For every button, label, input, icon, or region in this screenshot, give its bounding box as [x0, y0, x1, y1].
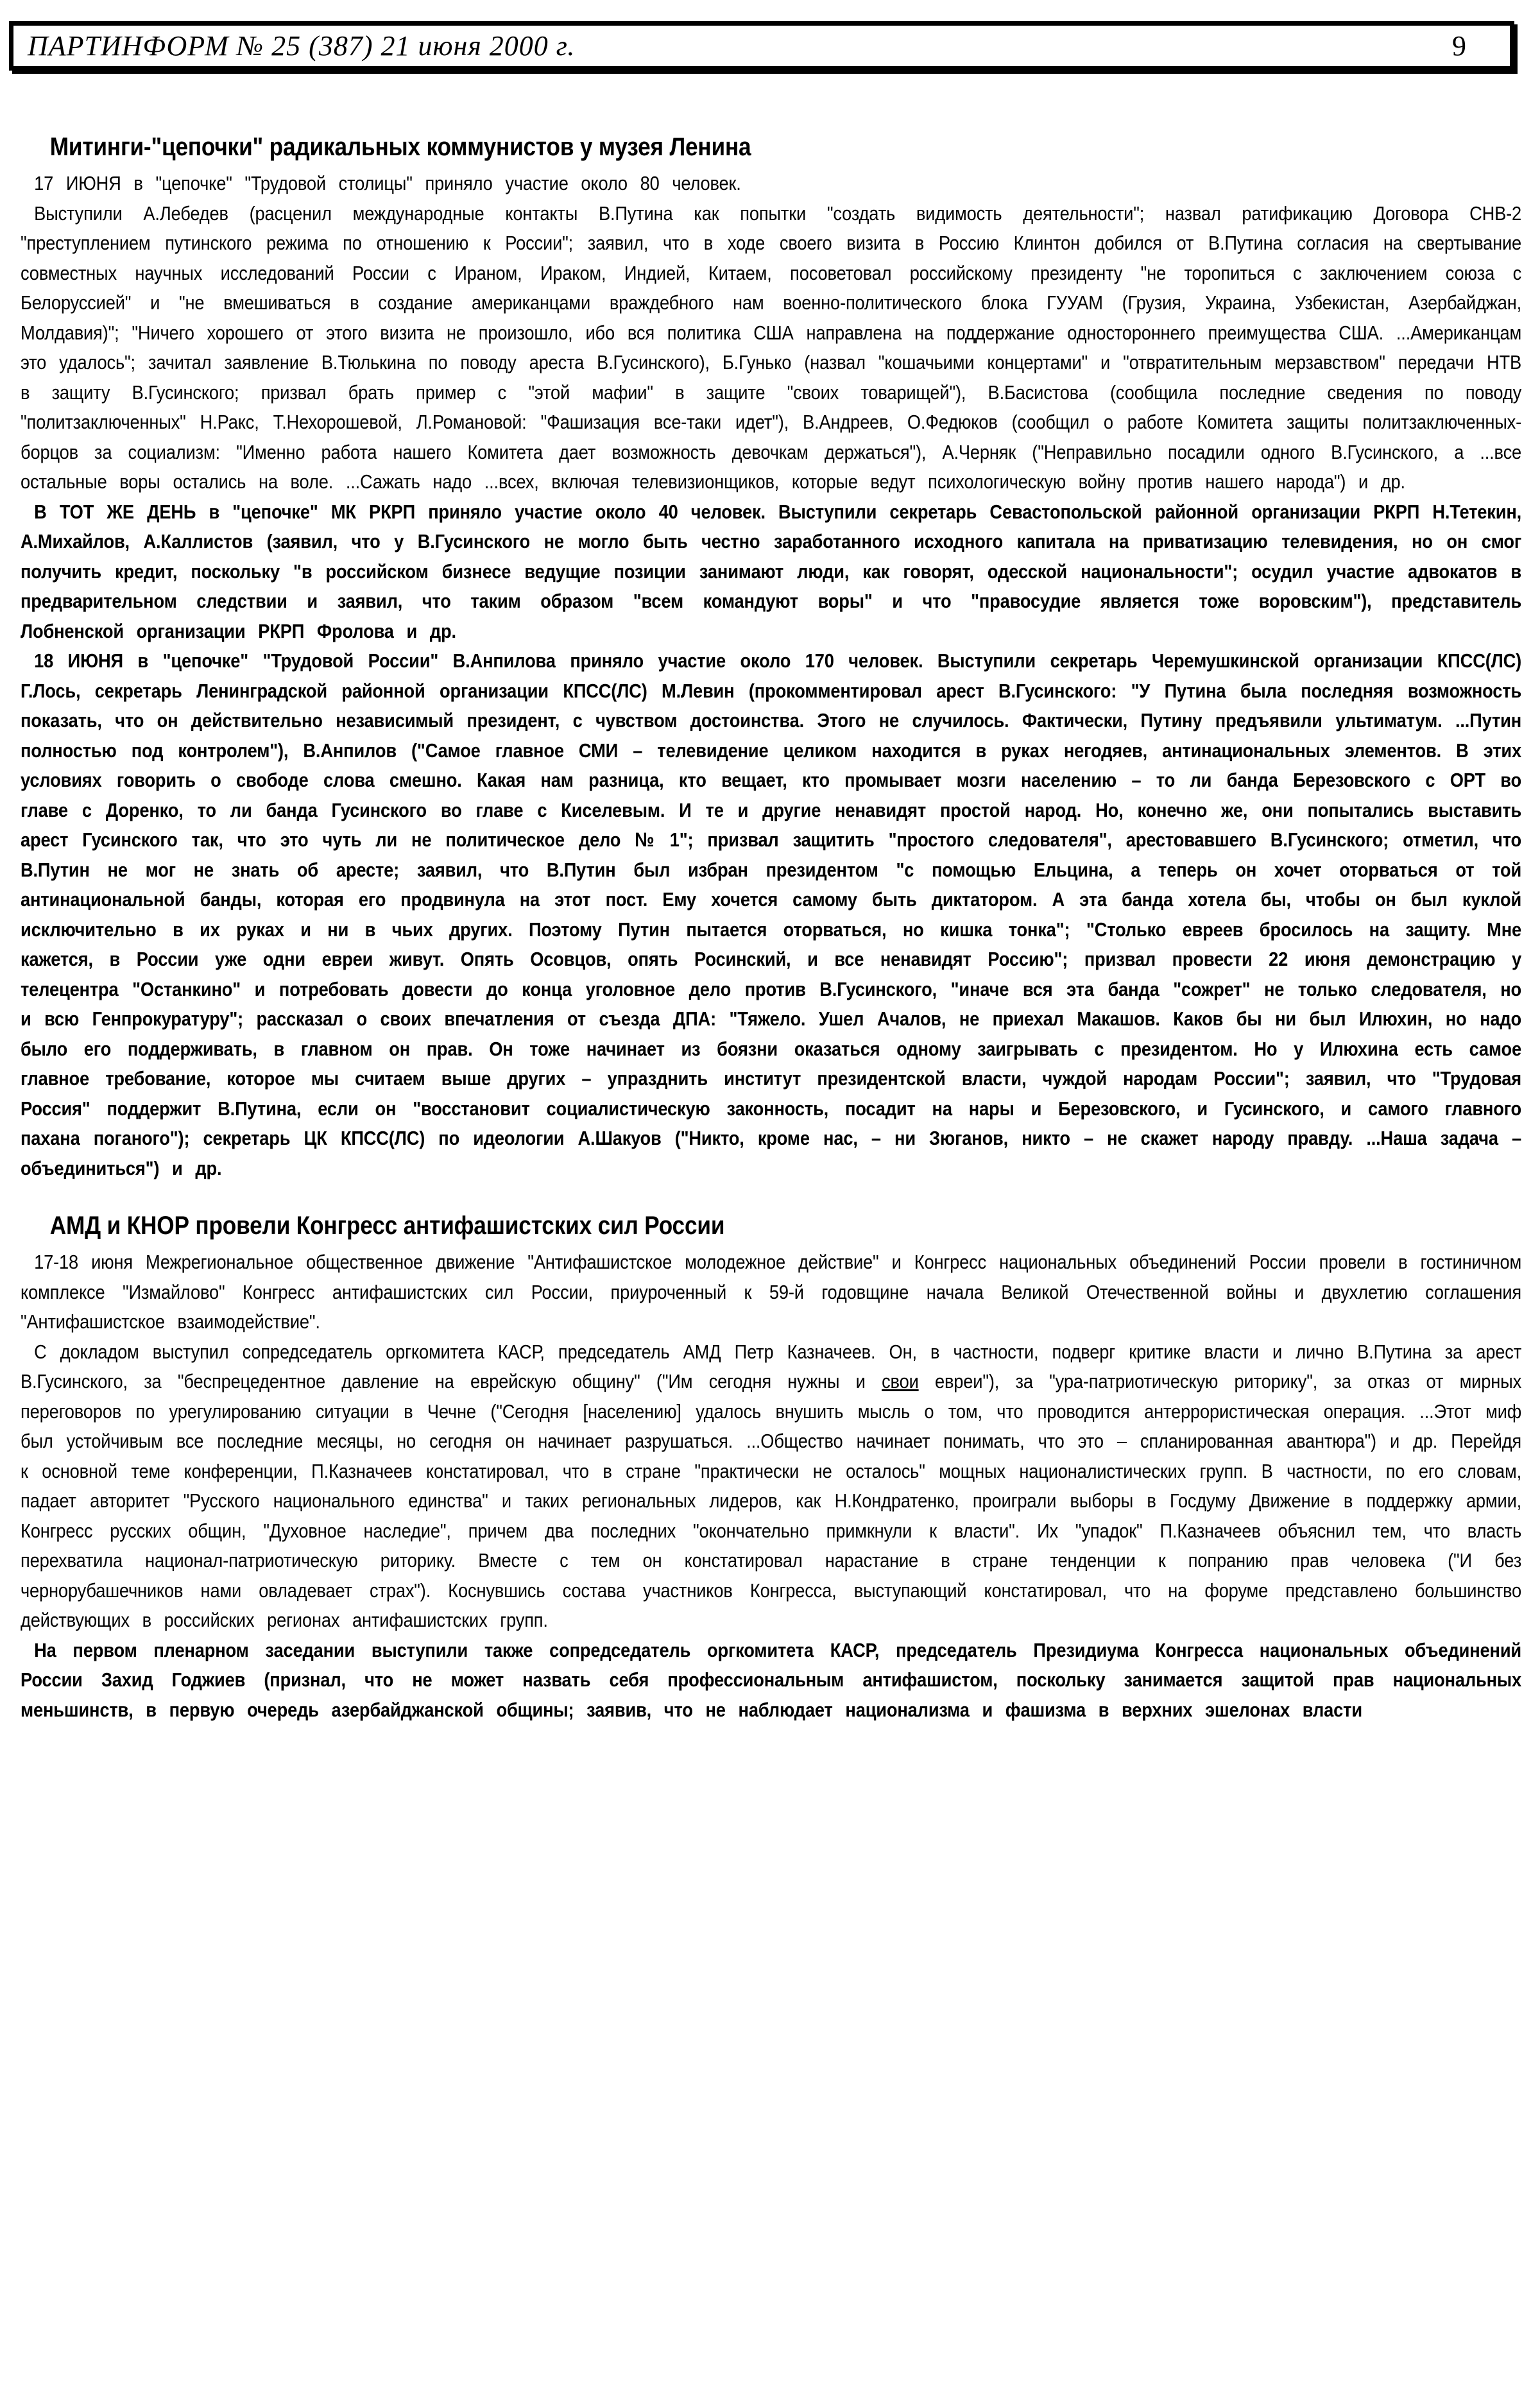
page-number: 9 [1452, 30, 1466, 62]
article-paragraphs [21, 169, 1521, 1183]
paragraph: С докладом выступил сопредседатель оргкомитета КАСР, председатель АМД Петр Казначеев. Он, в частности, подверг критике власти и лично В.Путина за арест В.Гусинского, за "беспрецедентное давление на еврейскую общину" ("Им сегодня нужны и свои евреи"), за "ура-патриотическую риторику", за отказ от мирных переговоров по урегулированию ситуации в Чечне ("Сегодня [населению] удалось внушить мысль о том, что проводится антеррористическая операция. ...Этот миф был устойчивым все последние месяцы, но сегодня он начинает разрушаться. ...Общество начинает понимать, что это – спланированная авантюра") и др. Перейдя к основной теме конференции, П.Казначеев констатировал, что в стране "практически не осталось" мощных националистических групп. В частности, по его словам, падает авторитет "Русского национального единства" и таких региональных лидеров, как Н.Кондратенко, проиграли выборы в Госдуму Движение в поддержку армии, Конгресс русских общин, "Духовное наследие", причем два последних "окончательно примкнули к власти". Их "упадок" П.Казначеев объяснил тем, что власть перехватила национал-патриотическую риторику. Вместе с тем он констатировал нарастание в стране тенденции к попранию прав человека ("И без чернорубашечников нами овладевает страх"). Коснувшись состава участников Конгресса, выступающий констатировал, что на форуме представлено большинство действующих в российских регионах антифашистских групп. [21, 1340, 1522, 1631]
paragraph: 17-18 июня Межрегиональное общественное движение "Антифашистское молодежное действие" и Конгресс национальных объединений России провели в гостиничном комплексе "Измайлово" Конгресс антифашистских сил России, приуроченный к 59-й годовщине начала Великой Отечественной войны и двухлетию соглашения "Антифашистское взаимодействие". [21, 1251, 1522, 1333]
page-content [21, 132, 1521, 1725]
paragraph: На первом пленарном заседании выступили также сопредседатель оргкомитета КАСР, председатель Президиума Конгресса национальных объединений России Захид Годжиев (признал, что не может назвать себя профессиональным антифашистом, поскольку занимается защитой прав национальных меньшинств, в первую очередь азербайджанской общины; заявив, что не наблюдает национализма и фашизма в верхних эшелонах власти [21, 1638, 1522, 1721]
article-antifascist-congress [21, 1210, 1521, 1725]
article-title: Митинги-"цепочки" радикальных коммунистов у музея Ленина [49, 133, 751, 161]
article-rally-chains [21, 132, 1521, 1183]
article-paragraphs [21, 1247, 1521, 1725]
issue-title: ПАРТИНФОРМ № 25 (387) 21 июня 2000 г. [28, 30, 576, 62]
paragraph: Выступили А.Лебедев (расценил международные контакты В.Путина как попытки "создать видимость деятельности"; назвал ратификацию Договора СНВ-2 "преступлением путинского режима по отношению к России"; заявил, что в ходе своего визита в Россию Клинтон добился от В.Путина согласия на свертывание совместных научных исследований России с Ираном, Ираком, Индией, Китаем, посоветовал российскому президенту "не торопиться с заключением союза с Белоруссией" и "не вмешиваться в создание американцами враждебного нам военно-политического блока ГУУАМ (Грузия, Украина, Узбекистан, Азербайджан, Молдавия)"; "Ничего хорошего от этого визита не произошло, ибо вся политика США направлена на поддержание одностороннего преимущества США. ...Американцам это удалось"; зачитал заявление В.Тюлькина по поводу ареста В.Гусинского), Б.Гунько (назвал "кошачьими концертами" и "отвратительным мерзавством" передачи НТВ в защиту В.Гусинского; призвал брать пример с "этой мафии" в защите "своих товарищей"), В.Басистова (сообщила последние сведения по поводу "политзаключенных" Н.Ракс, Т.Нехорошевой, Л.Романовой: "Фашизация все-таки идет"), В.Андреев, О.Федюков (сообщил о работе Комитета защиты политзаключенных-борцов за социализм: "Именно работа нашего Комитета дает возможность девочкам держаться"), А.Черняк ("Неправильно посадили одного В.Гусинского, а ...все остальные воры остались на воле. ...Сажать надо ...всех, включая телевизионщиков, которые ведут психологическую войну против нашего народа") и др. [21, 201, 1522, 493]
paragraph: В ТОТ ЖЕ ДЕНЬ в "цепочке" МК РКРП приняло участие около 40 человек. Выступили секретарь Севастопольской районной организации РКРП Н.Тетекин, А.Михайлов, А.Каллистов (заявил, что у В.Гусинского не могло быть честно заработанного исходного капитала на приватизацию телевидения, но он смог получить кредит, поскольку "в российском бизнесе ведущие позиции занимают люди, как говорят, одесской национальности"; осудил участие адвокатов в предварительном следствии и заявил, что таким образом "всем командуют воры" и что "правосудие является тоже воровским"), представитель Лобненской организации РКРП Фролова и др. [21, 500, 1522, 642]
article-title: АМД и КНОР провели Конгресс антифашистских сил России [49, 1212, 725, 1240]
paragraph: 17 ИЮНЯ в "цепочке" "Трудовой столицы" приняло участие около 80 человек. [34, 172, 741, 194]
page-header [9, 21, 1514, 71]
paragraph: 18 ИЮНЯ в "цепочке" "Трудовой России" В.Анпилова приняло участие около 170 человек. Выступили секретарь Черемушкинской организации КПСС(ЛС) Г.Лось, секретарь Ленинградской районной организации КПСС(ЛС) М.Левин (прокомментировал арест В.Гусинского: "У Путина была последняя возможность показать, что он действительно независимый президент, с чувством достоинства. Этого не случилось. Фактически, Путину предъявили ультиматум. ...Путин полностью под контролем"), В.Анпилов ("Самое главное СМИ – телевидение целиком находится в руках негодяев, антинациональных элементов. В этих условиях говорить о свободе слова смешно. Какая нам разница, кто вещает, кто промывает мозги населению – то ли банда Березовского с ОРТ во главе с Доренко, то ли банда Гусинского во главе с Киселевым. И те и другие ненавидят простой народ. Но, конечно же, они попытались выставить арест Гусинского так, что это чуть ли не политическое дело № 1"; призвал защитить "простого следователя", арестовавшего В.Гусинского; отметил, что В.Путин не мог не знать об аресте; заявил, что В.Путин был избран президентом "с помощью Ельцина, а теперь он хочет оторваться от той антинациональной банды, которая его продвинула на этот пост. Ему хочется самому быть диктатором. А эта банда хотела бы, чтобы он был куклой исключительно в их руках и ни в чьих других. Поэтому Путин пытается оторваться, но кишка тонка"; "Столько евреев бросилось на защиту. Мне кажется, в России уже одни евреи живут. Опять Осовцов, опять Росинский, и все ненавидят Россию"; призвал провести 22 июня демонстрацию у телецентра "Останкино" и потребовать довести до конца уголовное дело против В.Гусинского, "иначе вся эта банда "сожрет" не только следователя, но и всю Генпрокуратуру"; рассказал о своих впечатления от съезда ДПА: "Тяжело. Ушел Ачалов, не приехал Макашов. Каков бы ни был Илюхин, но надо было его поддерживать, в главном он прав. Он тоже начинает из боязни оказаться одному заигрывать с президентом. Но у Илюхина есть самое главное требование, которое мы считаем выше других – упразднить институт президентской власти, чуждой народам России"; заявил, что "Трудовая Россия" поддержит В.Путина, если он "восстановит социалистическую законность, посадит на нары и Березовского, и Гусинского, и самого главного пахана поганого"); секретарь ЦК КПСС(ЛС) по идеологии А.Шакуов ("Никто, кроме нас, – ни Зюганов, никто – не скажет народу правду. ...Наша задача – объединиться") и др. [21, 649, 1522, 1179]
